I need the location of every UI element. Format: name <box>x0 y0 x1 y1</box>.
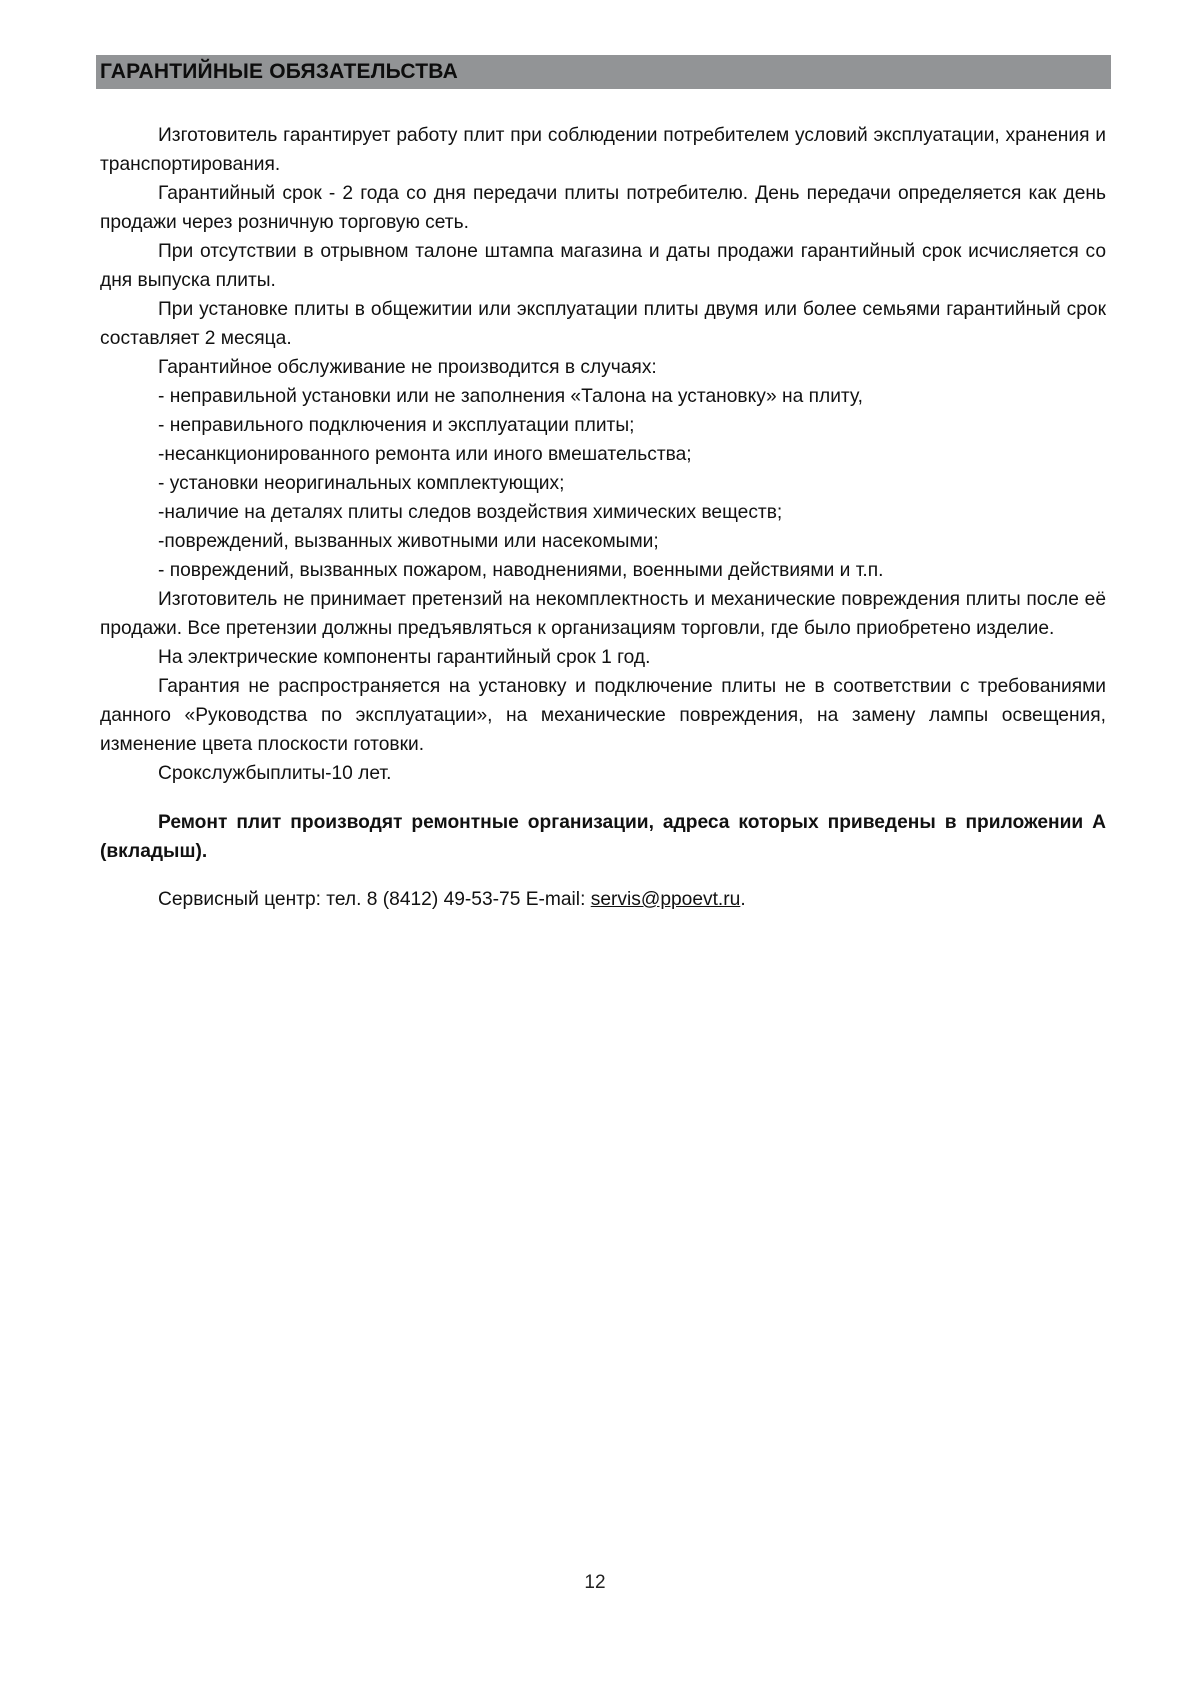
paragraph-warranty-not-applicable: Гарантия не распространяется на установку и подключение плиты не в соответствии с требованиями данного «Руководства по эксплуатации», на механические повреждения, на замену лампы освещения, изменение цвета плоскости готовки. <box>100 676 1106 755</box>
paragraph-dormitory-use: При установке плиты в общежитии или эксплуатации плиты двумя или более семьями гарантийный срок составляет 2 месяца. <box>100 299 1106 349</box>
paragraph-warranty-period: Гарантийный срок - 2 года со дня передачи плиты потребителю. День передачи определяется как день продажи через розничную торговую сеть. <box>100 183 1106 233</box>
section-header-bar <box>96 55 1111 89</box>
paragraph-manufacturer-guarantee: Изготовитель гарантирует работу плит при соблюдении потребителем условий эксплуатации, хранения и транспортирования. <box>100 125 1106 175</box>
exclusion-item: - установки неоригинальных комплектующих; <box>158 473 565 494</box>
page-number: 12 <box>584 1572 606 1593</box>
paragraph-electrical-components: На электрические компоненты гарантийный срок 1 год. <box>158 647 651 668</box>
section-title: ГАРАНТИЙНЫЕ ОБЯЗАТЕЛЬСТВА <box>100 60 458 83</box>
paragraph-exclusions-intro: Гарантийное обслуживание не производится в случаях: <box>158 357 657 378</box>
exclusion-item: - повреждений, вызванных пожаром, наводнениями, военными действиями и т.п. <box>158 560 884 581</box>
exclusion-item: - неправильной установки или не заполнения «Талона на установку» на плиту, <box>158 386 863 407</box>
exclusion-item: -несанкционированного ремонта или иного вмешательства; <box>158 444 692 465</box>
paragraph-claims: Изготовитель не принимает претензий на некомплектность и механические повреждения плиты после её продажи. Все претензии должны предъявляться к организациям торговли, где было приобретено изделие. <box>100 589 1106 639</box>
paragraph-missing-stamp: При отсутствии в отрывном талоне штампа магазина и даты продажи гарантийный срок исчисляется со дня выпуска плиты. <box>100 241 1106 291</box>
service-center-contact <box>100 885 1106 914</box>
service-suffix: . <box>740 889 746 910</box>
exclusion-item: - неправильного подключения и эксплуатации плиты; <box>158 415 635 436</box>
exclusion-item: -наличие на деталях плиты следов воздействия химических веществ; <box>158 502 783 523</box>
exclusion-item: -повреждений, вызванных животными или насекомыми; <box>158 531 659 552</box>
paragraph-service-life: Срокслужбыплиты-10 лет. <box>158 763 392 784</box>
service-email-link[interactable]: servis@ppoevt.ru <box>590 889 741 910</box>
service-center-phone: Сервисный центр: тел. 8 (8412) 49-53-75 E-mail: <box>158 889 591 910</box>
warranty-body <box>100 121 1106 914</box>
repair-organizations-note: Ремонт плит производят ремонтные организации, адреса которых приведены в приложении А (вкладыш). <box>100 812 1106 862</box>
exclusions-list <box>100 382 1106 585</box>
